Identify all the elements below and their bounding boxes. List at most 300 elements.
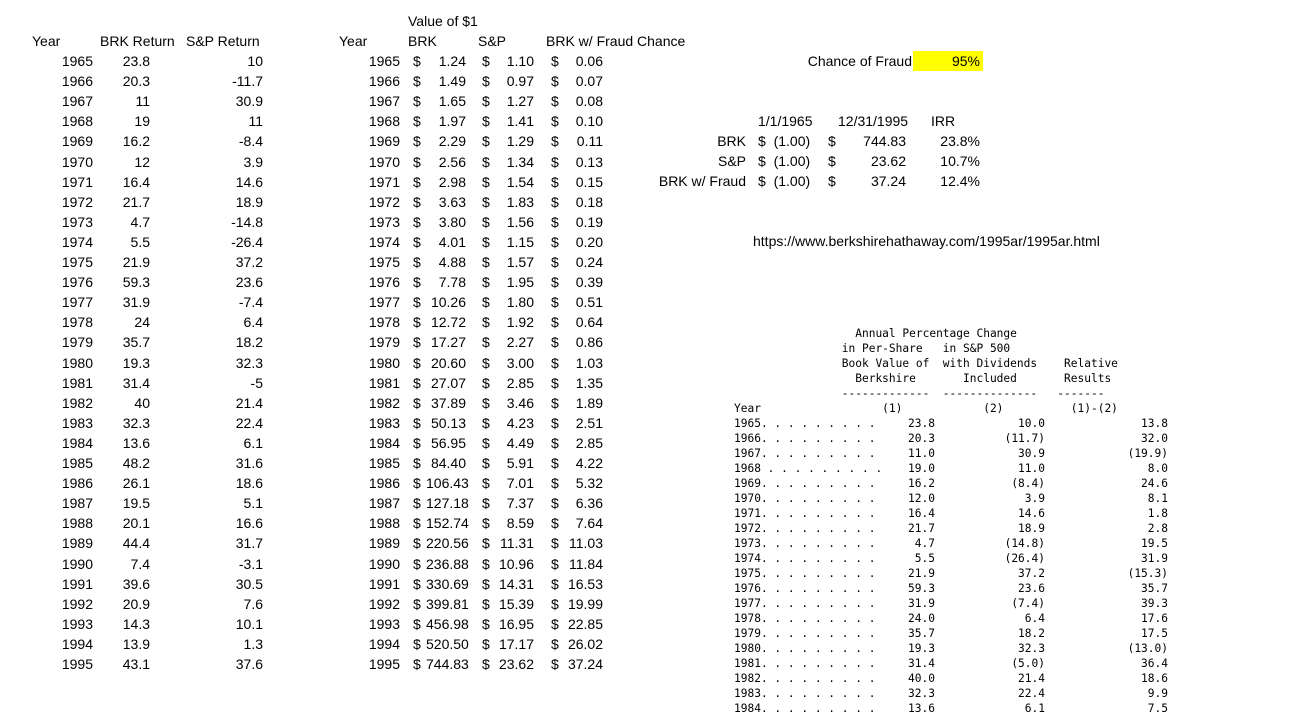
returns-year-cell: 1971	[61, 173, 93, 190]
irr-start-value: $ (1.00)	[758, 173, 811, 189]
value-year-cell: 1994	[368, 635, 400, 652]
fraud-value-cell: 0.64	[575, 314, 603, 331]
report-bv-cell: 31.4	[908, 657, 935, 670]
currency-symbol: $	[482, 213, 490, 230]
fraud-value-cell: 0.20	[575, 233, 603, 250]
currency-symbol: $	[413, 294, 421, 311]
sp-return-cell: -5	[250, 374, 263, 391]
report-header-line: Berkshire Included Results	[734, 372, 1112, 385]
fraud-value-cell: 0.13	[575, 153, 603, 170]
sp-return-cell: -7.4	[238, 294, 263, 311]
currency-symbol: $	[482, 133, 490, 150]
report-year-cell: 1976. . . . . . . . .	[734, 582, 876, 595]
sp-return-cell: 21.4	[235, 394, 263, 411]
currency-symbol: $	[482, 233, 490, 250]
report-relative-cell: 39.3	[1141, 597, 1168, 610]
brk-return-cell: 16.4	[122, 173, 150, 190]
report-relative-cell: 8.1	[1147, 492, 1168, 505]
currency-symbol: $	[551, 656, 559, 672]
report-sp-cell: 21.4	[1018, 672, 1045, 685]
returns-year-cell: 1994	[61, 635, 93, 652]
returns-year-cell: 1984	[61, 434, 93, 451]
brk-value-cell: 12.72	[430, 314, 466, 331]
report-bv-cell: 59.3	[908, 582, 935, 595]
brk-value-cell: 220.56	[426, 535, 469, 552]
report-sp-cell: (26.4)	[1004, 552, 1045, 565]
brk-return-cell: 16.2	[122, 133, 150, 150]
brk-return-cell: 13.6	[122, 434, 150, 451]
currency-symbol: $	[482, 414, 490, 431]
report-bv-cell: 12.0	[908, 492, 935, 505]
currency-symbol: $	[482, 93, 490, 110]
brk-return-cell: 19	[134, 113, 150, 130]
returns-year-cell: 1980	[61, 354, 93, 371]
fraud-value-cell: 0.10	[575, 113, 603, 130]
currency-symbol: $	[482, 394, 490, 411]
value-year-cell: 1993	[368, 615, 400, 632]
brk-return-cell: 43.1	[122, 656, 150, 672]
fraud-chance-label: Chance of Fraud	[807, 53, 912, 69]
brk-return-cell: 20.1	[122, 515, 150, 532]
report-bv-cell: 19.3	[908, 642, 935, 655]
value-year-cell: 1995	[368, 656, 400, 672]
currency-symbol: $	[482, 294, 490, 311]
sp-value-cell: 1.29	[506, 133, 534, 150]
brk-return-cell: 44.4	[122, 535, 150, 552]
irr-end-header: 12/31/1995	[838, 113, 909, 129]
currency-symbol: $	[551, 274, 559, 291]
currency-symbol: $	[413, 233, 421, 250]
report-year-cell: 1979. . . . . . . . .	[734, 627, 876, 640]
sp-return-cell: 30.5	[235, 575, 263, 592]
value-year-cell: 1990	[368, 555, 400, 572]
report-bv-cell: 4.7	[914, 537, 935, 550]
currency-symbol: $	[482, 173, 490, 190]
sp-return-cell: 1.3	[243, 635, 263, 652]
currency-symbol: $	[551, 233, 559, 250]
currency-symbol: $	[551, 93, 559, 110]
fraud-value-cell: 22.85	[567, 615, 603, 632]
currency-symbol: $	[482, 495, 490, 512]
currency-symbol: $	[482, 656, 490, 672]
sp-value-cell: 1.83	[506, 193, 534, 210]
report-relative-cell: (13.0)	[1127, 642, 1168, 655]
report-relative-cell: 36.4	[1141, 657, 1168, 670]
fraud-value-cell: 1.03	[575, 354, 603, 371]
returns-year-cell: 1987	[61, 495, 93, 512]
report-header-line: ------------- -------------- -------	[734, 387, 1105, 400]
fraud-value-cell: 0.15	[575, 173, 603, 190]
returns-year-cell: 1979	[61, 334, 93, 351]
currency-symbol: $	[413, 53, 421, 69]
currency-symbol: $	[413, 635, 421, 652]
fraud-value-cell: 4.22	[575, 455, 603, 471]
sp-return-cell: 37.6	[235, 656, 263, 672]
sp-value-cell: 5.91	[506, 455, 534, 471]
sp-return-cell: 11	[248, 113, 263, 130]
currency-symbol: $	[413, 153, 421, 170]
returns-year-cell: 1988	[61, 515, 93, 532]
fraud-value-cell: 0.06	[575, 53, 603, 69]
returns-year-cell: 1990	[61, 555, 93, 572]
sp-return-cell: 7.6	[243, 595, 263, 612]
brk-value-cell: 456.98	[426, 615, 469, 632]
value-year-cell: 1967	[368, 93, 400, 110]
currency-symbol: $	[482, 73, 490, 90]
currency-symbol: $	[551, 555, 559, 572]
sp-return-cell: 30.9	[235, 93, 263, 110]
brk-return-cell: 31.9	[122, 294, 150, 311]
sp-return-header: S&P Return	[186, 33, 260, 49]
irr-value: 10.7%	[940, 153, 980, 169]
value-year-cell: 1968	[368, 113, 400, 130]
sp-return-cell: 10.1	[235, 615, 263, 632]
sp-return-cell: 22.4	[235, 414, 263, 431]
report-relative-cell: 18.6	[1141, 672, 1168, 685]
value-year-cell: 1988	[368, 515, 400, 532]
currency-symbol: $	[482, 555, 490, 572]
currency-symbol: $	[551, 394, 559, 411]
currency-symbol: $	[551, 133, 559, 150]
currency-symbol: $	[413, 113, 421, 130]
currency-symbol: $	[482, 354, 490, 371]
irr-row-label: BRK	[717, 133, 746, 149]
brk-return-cell: 20.3	[122, 73, 150, 90]
report-sp-cell: (14.8)	[1004, 537, 1045, 550]
sp-return-cell: 14.6	[235, 173, 263, 190]
currency-symbol: $	[413, 414, 421, 431]
value-brk-header: BRK	[408, 33, 437, 49]
report-year-cell: 1982. . . . . . . . .	[734, 672, 876, 685]
sp-value-cell: 17.17	[498, 635, 534, 652]
brk-value-cell: 17.27	[430, 334, 466, 351]
brk-value-cell: 106.43	[426, 475, 469, 492]
currency-symbol: $	[413, 575, 421, 592]
currency-symbol: $	[828, 153, 836, 169]
currency-symbol: $	[413, 354, 421, 371]
report-sp-cell: 22.4	[1018, 687, 1045, 700]
report-sp-cell: (5.0)	[1011, 657, 1045, 670]
report-sp-cell: 30.9	[1018, 447, 1045, 460]
brk-return-cell: 12	[134, 153, 150, 170]
report-relative-cell: 1.8	[1147, 507, 1168, 520]
currency-symbol: $	[551, 495, 559, 512]
fraud-value-cell: 26.02	[567, 635, 603, 652]
brk-return-cell: 48.2	[122, 455, 150, 471]
report-relative-cell: 31.9	[1141, 552, 1168, 565]
returns-year-cell: 1969	[61, 133, 93, 150]
currency-symbol: $	[551, 515, 559, 532]
sp-return-cell: 18.6	[235, 475, 263, 492]
fraud-value-cell: 11.84	[569, 555, 603, 572]
report-sp-cell: 18.2	[1018, 627, 1045, 640]
report-column-labels: Year (1) (2) (1)-(2)	[734, 402, 1118, 415]
report-relative-cell: 35.7	[1141, 582, 1168, 595]
returns-year-cell: 1993	[61, 615, 93, 632]
report-year-cell: 1970. . . . . . . . .	[734, 492, 876, 505]
report-bv-cell: 35.7	[908, 627, 935, 640]
currency-symbol: $	[413, 173, 421, 190]
report-year-cell: 1965. . . . . . . . .	[734, 417, 876, 430]
report-sp-cell: 10.0	[1018, 417, 1045, 430]
report-bv-cell: 11.0	[908, 447, 935, 460]
brk-return-cell: 26.1	[122, 475, 150, 492]
currency-symbol: $	[482, 434, 490, 451]
returns-year-cell: 1975	[61, 254, 93, 270]
currency-symbol: $	[413, 213, 421, 230]
brk-value-cell: 4.88	[438, 254, 466, 270]
currency-symbol: $	[482, 635, 490, 652]
sp-return-cell: 31.6	[235, 455, 263, 471]
currency-symbol: $	[413, 495, 421, 512]
currency-symbol: $	[551, 314, 559, 331]
fraud-value-cell: 0.39	[575, 274, 603, 291]
value-table-title: Value of $1	[408, 13, 478, 29]
brk-return-cell: 39.6	[122, 575, 150, 592]
report-sp-cell: 3.9	[1024, 492, 1045, 505]
brk-value-cell: 37.89	[430, 394, 466, 411]
report-bv-cell: 21.7	[908, 522, 935, 535]
value-year-cell: 1973	[368, 213, 400, 230]
report-year-cell: 1969. . . . . . . . .	[734, 477, 876, 490]
currency-symbol: $	[551, 635, 559, 652]
value-year-cell: 1992	[368, 595, 400, 612]
returns-year-cell: 1966	[61, 73, 93, 90]
sp-return-cell: 3.9	[243, 153, 263, 170]
brk-value-cell: 2.56	[438, 153, 466, 170]
currency-symbol: $	[828, 173, 836, 189]
value-year-cell: 1986	[368, 475, 400, 492]
returns-year-cell: 1974	[61, 233, 93, 250]
brk-value-cell: 10.26	[430, 294, 466, 311]
brk-return-cell: 13.9	[122, 635, 150, 652]
sp-value-cell: 1.95	[506, 274, 534, 291]
brk-value-cell: 7.78	[438, 274, 466, 291]
sp-value-cell: 2.85	[506, 374, 534, 391]
fraud-value-cell: 0.86	[575, 334, 603, 351]
returns-year-cell: 1989	[61, 535, 93, 552]
currency-symbol: $	[413, 334, 421, 351]
report-sp-cell: 23.6	[1018, 582, 1045, 595]
report-sp-cell: 14.6	[1018, 507, 1045, 520]
report-bv-cell: 16.2	[908, 477, 935, 490]
brk-return-cell: 14.3	[122, 615, 150, 632]
sp-value-cell: 1.57	[506, 254, 534, 270]
value-year-header: Year	[339, 33, 368, 49]
sp-value-cell: 4.23	[506, 414, 534, 431]
currency-symbol: $	[413, 394, 421, 411]
sp-value-cell: 1.56	[506, 213, 534, 230]
report-year-cell: 1973. . . . . . . . .	[734, 537, 876, 550]
value-year-cell: 1981	[368, 374, 400, 391]
currency-symbol: $	[551, 294, 559, 311]
value-year-cell: 1979	[368, 334, 400, 351]
returns-year-cell: 1985	[61, 455, 93, 471]
currency-symbol: $	[482, 113, 490, 130]
brk-return-cell: 23.8	[122, 53, 150, 69]
currency-symbol: $	[551, 153, 559, 170]
currency-symbol: $	[413, 93, 421, 110]
value-year-cell: 1982	[368, 394, 400, 411]
irr-end-value: 37.24	[870, 173, 906, 189]
returns-year-cell: 1982	[61, 394, 93, 411]
fraud-value-cell: 0.24	[575, 254, 603, 270]
currency-symbol: $	[551, 113, 559, 130]
currency-symbol: $	[551, 475, 559, 492]
annual-report-link[interactable]: https://www.berkshirehathaway.com/1995ar/1995ar.html	[753, 233, 1100, 249]
sp-return-cell: 18.2	[235, 334, 263, 351]
report-year-cell: 1967. . . . . . . . .	[734, 447, 876, 460]
currency-symbol: $	[482, 575, 490, 592]
brk-value-cell: 1.24	[438, 53, 466, 69]
currency-symbol: $	[413, 314, 421, 331]
value-year-cell: 1965	[368, 53, 400, 69]
value-year-cell: 1966	[368, 73, 400, 90]
brk-value-cell: 20.60	[430, 354, 466, 371]
sp-value-cell: 1.10	[506, 53, 534, 69]
currency-symbol: $	[482, 455, 490, 471]
currency-symbol: $	[551, 434, 559, 451]
value-year-cell: 1983	[368, 414, 400, 431]
fraud-value-cell: 19.99	[567, 595, 603, 612]
brk-return-cell: 19.3	[122, 354, 150, 371]
brk-return-cell: 35.7	[122, 334, 150, 351]
report-relative-cell: 17.6	[1141, 612, 1168, 625]
brk-value-cell: 744.83	[426, 656, 469, 672]
report-relative-cell: 9.9	[1147, 687, 1168, 700]
sp-value-cell: 16.95	[498, 615, 534, 632]
value-year-cell: 1989	[368, 535, 400, 552]
sp-value-cell: 1.15	[506, 233, 534, 250]
currency-symbol: $	[482, 254, 490, 270]
sp-value-cell: 1.54	[506, 173, 534, 190]
value-year-cell: 1977	[368, 294, 400, 311]
brk-return-cell: 5.5	[130, 233, 150, 250]
currency-symbol: $	[551, 615, 559, 632]
report-year-cell: 1983. . . . . . . . .	[734, 687, 876, 700]
irr-start-value: $ (1.00)	[758, 133, 811, 149]
returns-year-cell: 1977	[61, 294, 93, 311]
brk-return-cell: 7.4	[130, 555, 150, 572]
report-sp-cell: 32.3	[1018, 642, 1045, 655]
brk-value-cell: 236.88	[426, 555, 469, 572]
value-sp-header: S&P	[478, 33, 507, 49]
fraud-value-cell: 0.07	[575, 73, 603, 90]
sp-value-cell: 7.01	[506, 475, 534, 492]
returns-year-cell: 1995	[61, 656, 93, 672]
report-sp-cell: 6.1	[1024, 702, 1045, 715]
currency-symbol: $	[413, 374, 421, 391]
report-header-line: Book Value of with Dividends Relative	[734, 357, 1118, 370]
fraud-value-cell: 7.64	[575, 515, 603, 532]
currency-symbol: $	[482, 595, 490, 612]
brk-value-cell: 1.97	[438, 113, 466, 130]
brk-value-cell: 50.13	[430, 414, 466, 431]
fraud-value-cell: 1.35	[575, 374, 603, 391]
sp-return-cell: 18.9	[235, 193, 263, 210]
irr-start-value: $ (1.00)	[758, 153, 811, 169]
returns-year-cell: 1976	[61, 274, 93, 291]
currency-symbol: $	[413, 615, 421, 632]
brk-value-cell: 2.29	[438, 133, 466, 150]
brk-value-cell: 330.69	[426, 575, 469, 592]
irr-row-label: S&P	[717, 153, 746, 169]
currency-symbol: $	[551, 414, 559, 431]
fraud-value-cell: 0.18	[575, 193, 603, 210]
fraud-value-cell: 0.19	[575, 213, 603, 230]
report-year-cell: 1978. . . . . . . . .	[734, 612, 876, 625]
value-year-cell: 1984	[368, 434, 400, 451]
currency-symbol: $	[413, 274, 421, 291]
value-year-cell: 1991	[368, 575, 400, 592]
fraud-value-cell: 16.53	[567, 575, 603, 592]
report-bv-cell: 24.0	[908, 612, 935, 625]
returns-year-cell: 1986	[61, 475, 93, 492]
sp-value-cell: 23.62	[498, 656, 534, 672]
sp-value-cell: 1.34	[506, 153, 534, 170]
currency-symbol: $	[551, 334, 559, 351]
report-relative-cell: 19.5	[1141, 537, 1168, 550]
returns-year-cell: 1965	[61, 53, 93, 69]
sp-value-cell: 4.49	[506, 434, 534, 451]
report-bv-cell: 5.5	[914, 552, 935, 565]
brk-value-cell: 4.01	[438, 233, 466, 250]
sp-value-cell: 0.97	[506, 73, 534, 90]
irr-end-value: 23.62	[870, 153, 906, 169]
report-relative-cell: 7.5	[1147, 702, 1168, 715]
report-year-cell: 1974. . . . . . . . .	[734, 552, 876, 565]
fraud-value-cell: 11.03	[569, 535, 603, 552]
currency-symbol: $	[551, 173, 559, 190]
brk-return-cell: 19.5	[122, 495, 150, 512]
sp-value-cell: 1.92	[506, 314, 534, 331]
report-relative-cell: (15.3)	[1127, 567, 1168, 580]
irr-end-value: 744.83	[863, 133, 906, 149]
currency-symbol: $	[482, 535, 490, 552]
report-year-cell: 1968 . . . . . . . . .	[734, 462, 883, 475]
currency-symbol: $	[482, 274, 490, 291]
sp-value-cell: 1.27	[506, 93, 534, 110]
report-year-cell: 1972. . . . . . . . .	[734, 522, 876, 535]
irr-start-header: 1/1/1965	[758, 113, 813, 129]
fraud-value-cell: 2.85	[575, 434, 603, 451]
currency-symbol: $	[482, 153, 490, 170]
report-relative-cell: (19.9)	[1127, 447, 1168, 460]
currency-symbol: $	[413, 535, 421, 552]
fraud-value-cell: 1.89	[575, 394, 603, 411]
value-year-cell: 1980	[368, 354, 400, 371]
sp-value-cell: 3.00	[506, 354, 534, 371]
sp-return-cell: 16.6	[235, 515, 263, 532]
sp-return-cell: 37.2	[235, 254, 263, 270]
sp-return-cell: -8.4	[238, 133, 263, 150]
brk-value-cell: 27.07	[430, 374, 466, 391]
currency-symbol: $	[413, 515, 421, 532]
value-year-cell: 1974	[368, 233, 400, 250]
report-relative-cell: 17.5	[1141, 627, 1168, 640]
irr-value: 23.8%	[940, 133, 980, 149]
returns-year-cell: 1981	[61, 374, 93, 391]
currency-symbol: $	[551, 53, 559, 69]
report-relative-cell: 13.8	[1141, 417, 1168, 430]
sp-return-cell: 23.6	[235, 274, 263, 291]
value-year-cell: 1976	[368, 274, 400, 291]
sp-return-cell: -26.4	[231, 233, 263, 250]
sp-value-cell: 1.41	[506, 113, 534, 130]
brk-value-cell: 1.49	[438, 73, 466, 90]
report-header-line: in Per-Share in S&P 500	[734, 342, 1011, 355]
fraud-value-cell: 0.11	[576, 133, 603, 150]
